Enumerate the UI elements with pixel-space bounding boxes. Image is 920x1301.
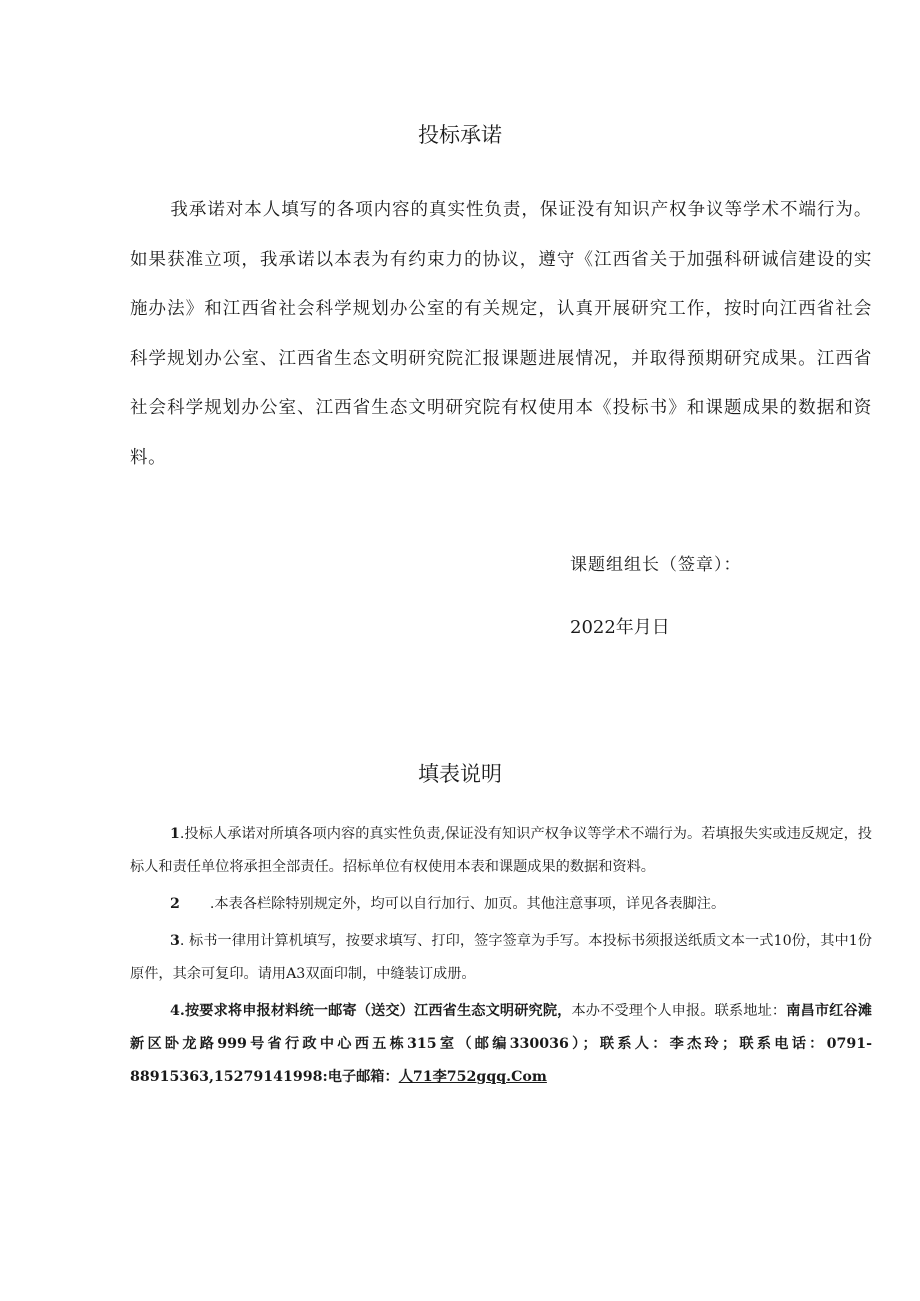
instruction-item-4 (130, 995, 872, 1094)
instruction-number: 1 (170, 826, 180, 842)
instruction-number: 3 (170, 933, 180, 949)
email-address: 人71李752gqq.Com (398, 1069, 547, 1085)
instructions-list (130, 818, 872, 1098)
instruction-text-lead: .按要求将申报材料统一邮寄（送交） (179, 1003, 414, 1019)
instruction-number: 4 (170, 1003, 180, 1019)
organization-name: 江西省生态文明研究院， (414, 1003, 572, 1019)
contact-info: 南昌市红谷滩新区卧龙路999号省行政中心西五栋315室（邮编330036）；联系人：李杰玲；联系电话：0791-88915363,15279141998:电子邮箱： (130, 1003, 872, 1085)
instruction-item-2 (130, 888, 872, 921)
instruction-text: .本表各栏除特别规定外，均可以自行加行、加页。其他注意事项，详见各表脚注。 (209, 896, 726, 912)
instruction-item-1 (130, 818, 872, 884)
instruction-number: 2 (170, 896, 180, 912)
instructions-title: 填表说明 (418, 762, 502, 786)
instruction-text: .投标人承诺对所填各项内容的真实性负责,保证没有知识产权争议等学术不端行为。若填报失实或违反规定，投标人和责任单位将承担全部责任。招标单位有权使用本表和课题成果的数据和资料。 (130, 826, 872, 875)
instruction-text: . 标书一律用计算机填写，按要求填写、打印，签字签章为手写。本投标书须报送纸质文本一式10份，其中1份原件，其余可复印。请用A3双面印制，中缝装订成册。 (130, 933, 872, 982)
promise-paragraph (130, 186, 872, 483)
signature-label: 课题组组长（签章）： (570, 555, 742, 575)
promise-body: 我承诺对本人填写的各项内容的真实性负责，保证没有知识产权争议等学术不端行为。如果获准立项，我承诺以本表为有约束力的协议，遵守《江西省关于加强科研诚信建设的实施办法》和江西省社会科学规划办公室的有关规定，认真开展研究工作，按时向江西省社会科学规划办公室、江西省生态文明研究院汇报课题进展情况，并取得预期研究成果。江西省社会科学规划办公室、江西省生态文明研究院有权使用本《投标书》和课题成果的数据和资料。 (130, 200, 872, 468)
signature-date: 2022年月日 (570, 617, 670, 638)
instruction-text: 本办不受理个人申报。联系地址： (571, 1003, 787, 1019)
promise-title: 投标承诺 (418, 123, 502, 147)
instruction-item-3 (130, 925, 872, 991)
